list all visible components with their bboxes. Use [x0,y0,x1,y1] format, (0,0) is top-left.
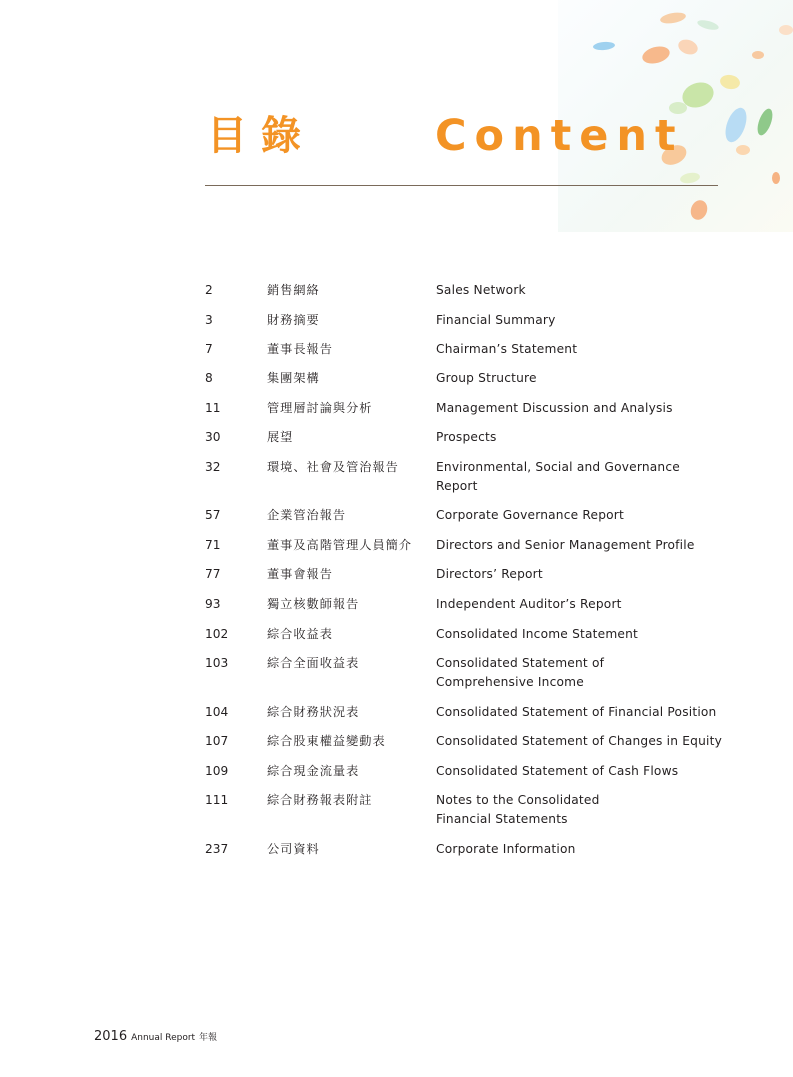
toc-row[interactable] [205,654,725,692]
toc-row[interactable] [205,536,725,555]
page-footer [94,1028,217,1046]
toc-title-english: Consolidated Statement of Cash Flows [436,764,679,778]
toc-page-number: 2 [205,283,213,297]
table-of-contents [205,281,725,859]
toc-title-english: Directors’ Report [436,567,543,581]
toc-page-number: 93 [205,597,221,611]
toc-page-number: 11 [205,401,221,415]
toc-title-chinese: 綜合全面收益表 [267,656,360,670]
toc-row[interactable] [205,369,725,388]
toc-page-number: 3 [205,312,213,327]
toc-page-number: 8 [205,371,213,385]
toc-row[interactable] [205,311,725,330]
toc-title-chinese: 綜合股東權益變動表 [267,734,386,748]
toc-title-chinese: 綜合現金流量表 [267,764,360,778]
toc-title-chinese: 董事長報告 [267,341,333,356]
page-title-chinese: 目錄 [207,113,315,159]
toc-title-chinese: 綜合財務狀況表 [267,705,360,719]
toc-title-english: Consolidated Statement of Changes in Equity [436,734,722,748]
toc-title-chinese: 管理層討論與分析 [267,401,373,415]
toc-title-chinese: 環境、社會及管治報告 [267,460,399,474]
toc-row[interactable] [205,281,725,300]
toc-page-number: 102 [205,627,229,641]
toc-title-english: Financial Summary [436,312,556,327]
toc-page-number: 32 [205,460,221,474]
footer-label-english: Annual Report [131,1033,196,1043]
toc-row[interactable] [205,506,725,525]
title-divider [205,185,718,186]
toc-row[interactable] [205,428,725,447]
toc-row[interactable] [205,458,725,496]
toc-row[interactable] [205,791,725,829]
toc-page-number: 104 [205,705,229,719]
toc-title-chinese: 企業管治報告 [267,508,347,522]
toc-title-english: Notes to the Consolidated Financial Statements [436,793,600,826]
footer-label-chinese: 年報 [199,1033,218,1043]
toc-title-chinese: 公司資料 [267,842,320,856]
toc-title-english: Group Structure [436,371,537,385]
toc-title-english: Corporate Governance Report [436,508,624,522]
toc-title-chinese: 綜合財務報表附註 [267,793,373,807]
toc-page-number: 77 [205,567,221,581]
toc-title-english: Sales Network [436,283,526,297]
toc-row[interactable] [205,762,725,781]
toc-row[interactable] [205,565,725,584]
toc-row[interactable] [205,625,725,644]
toc-title-chinese: 獨立核數師報告 [267,597,360,611]
toc-row[interactable] [205,840,725,859]
toc-title-chinese: 財務摘要 [267,312,320,327]
toc-page-number: 107 [205,734,229,748]
toc-page-number: 7 [205,341,213,356]
toc-page-number: 109 [205,764,229,778]
toc-row[interactable] [205,732,725,751]
toc-title-english: Directors and Senior Management Profile [436,538,695,552]
toc-title-chinese: 董事及高階管理人員簡介 [267,538,413,552]
toc-title-chinese: 董事會報告 [267,567,333,581]
toc-page-number: 237 [205,842,229,856]
toc-title-english: Consolidated Statement of Comprehensive Income [436,656,605,689]
toc-title-chinese: 集團架構 [267,371,320,385]
toc-title-english: Environmental, Social and Governance Report [436,460,680,493]
toc-title-english: Management Discussion and Analysis [436,401,673,415]
toc-row[interactable] [205,595,725,614]
toc-row[interactable] [205,399,725,418]
toc-page-number: 30 [205,430,221,444]
toc-title-chinese: 展望 [267,430,294,444]
toc-title-chinese: 銷售網絡 [267,283,320,297]
toc-page-number: 71 [205,538,221,552]
toc-title-english: Consolidated Statement of Financial Position [436,705,717,719]
toc-page-number: 103 [205,656,229,670]
toc-row[interactable] [205,340,725,359]
toc-title-chinese: 綜合收益表 [267,627,333,641]
toc-title-english: Chairman’s Statement [436,341,578,356]
toc-title-english: Independent Auditor’s Report [436,597,622,611]
toc-title-english: Corporate Information [436,842,576,856]
footer-year: 2016 [94,1029,128,1044]
toc-title-english: Prospects [436,430,497,444]
toc-page-number: 111 [205,793,229,807]
toc-page-number: 57 [205,508,221,522]
page-title-english: Content [435,111,684,161]
toc-row[interactable] [205,703,725,722]
toc-title-english: Consolidated Income Statement [436,627,639,641]
